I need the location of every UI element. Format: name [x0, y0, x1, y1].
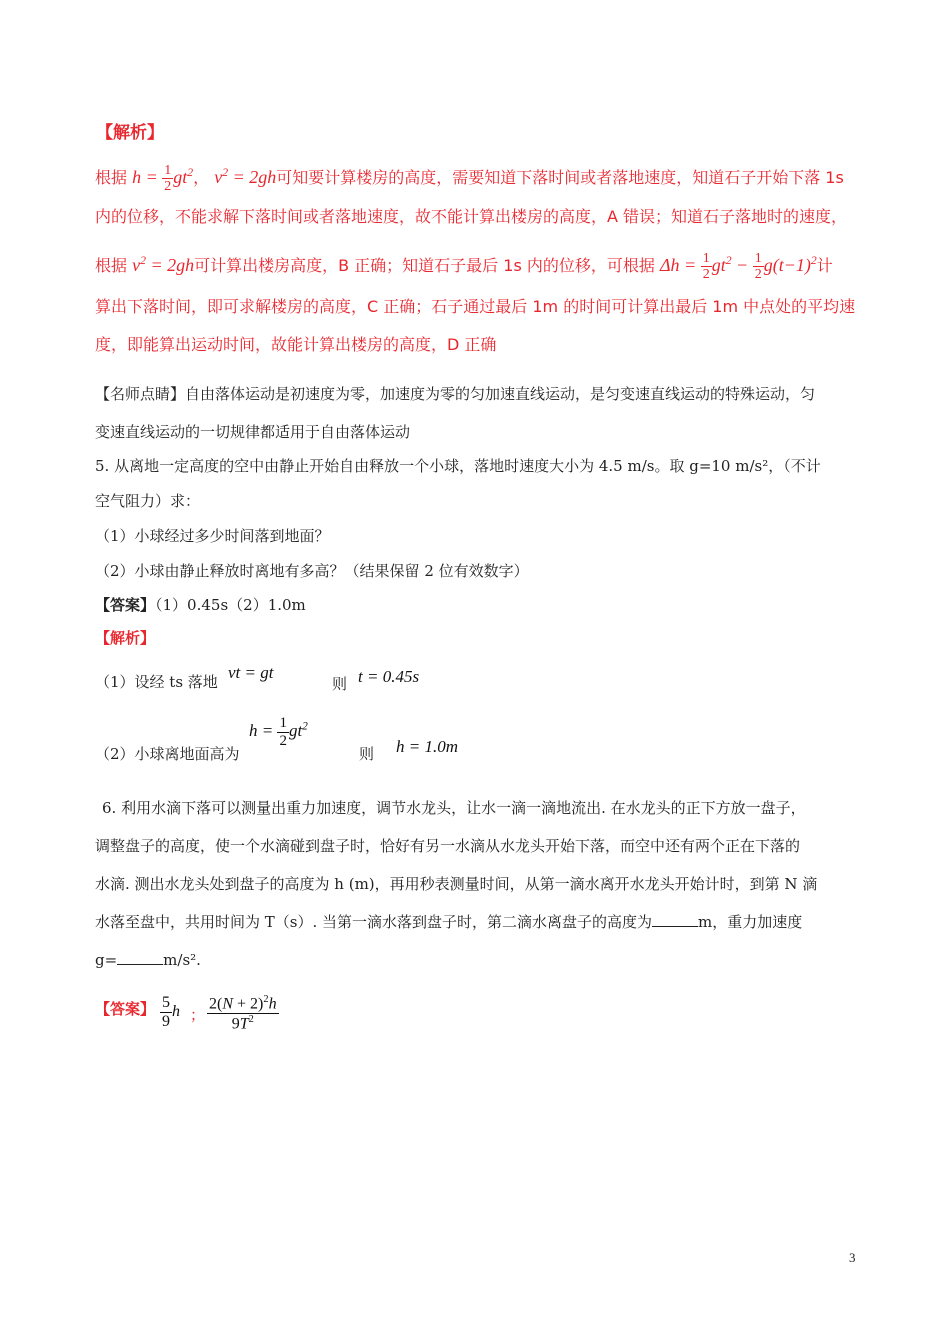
- q5-sub-1: （1）小球经过多少时间落到地面？: [95, 527, 330, 545]
- text-segment: 可计算出楼房高度，B 正确；知道石子最后 1s 内的位移，可根据: [194, 256, 655, 275]
- analysis-line-1: 根据 h = $\frac{1}{2}$ $gt^2$， $v^2 = 2gh$可知要计算楼房的高度，需要知道下落时间或者落地速度，知道石子开始下落 1s: [95, 162, 844, 195]
- q5-step2-result: h = 1.0m: [396, 737, 458, 756]
- q5-step1-text: （1）设经 ts 落地: [95, 673, 218, 691]
- formula-v2-2gh: $v^2 = 2gh$: [214, 166, 277, 187]
- analysis-line-4: 算出下落时间，即可求解楼房的高度，C 正确；石子通过最后 1m 的时间可计算出最后 1m 中点处的平均速: [95, 297, 856, 316]
- text-segment: 可知要计算楼房的高度，需要知道下落时间或者落地速度，知道石子开始下落 1s: [276, 168, 844, 187]
- q6-answer-label: 【答案】: [95, 1000, 156, 1018]
- teacher-note-line-2: 变速直线运动的一切规律都适用于自由落体运动: [95, 423, 411, 441]
- q6-line-2: 调整盘子的高度，使一个水滴碰到盘子时，恰好有另一水滴从水龙头开始下落，而空中还有两个正在下落的: [95, 837, 801, 855]
- q6-line-5: [95, 949, 201, 971]
- answer-blank: [652, 914, 698, 927]
- q6-line-3: 水滴. 测出水龙头处到盘子的高度为 h (m)，再用秒表测量时间，从第一滴水离开水龙头开始计时，到第 N 滴: [95, 875, 818, 893]
- q6-answer-1: $\frac{5}{9}$ h: [162, 994, 180, 1030]
- q5-step2-then: 则: [359, 745, 375, 763]
- text-segment: 根据: [95, 168, 128, 187]
- q6-line-1: 6. 利用水滴下落可以测量出重力加速度，调节水龙头，让水一滴一滴地流出. 在水龙头的正下方放一盘子，: [102, 799, 806, 817]
- text-segment: m/s².: [163, 951, 201, 969]
- formula-v2-2gh: $v^2 = 2gh$: [132, 254, 195, 275]
- page-number: 3: [849, 1250, 856, 1265]
- q5-step1-equation: vt = gt: [228, 663, 274, 682]
- text-segment: 计: [816, 256, 833, 275]
- teacher-note-line-1: 【名师点睛】自由落体运动是初速度为零，加速度为零的匀加速直线运动，是匀变速直线运动的特殊运动，匀: [95, 385, 816, 403]
- analysis-line-5: 度，即能算出运动时间，故能计算出楼房的高度，D 正确: [95, 335, 497, 354]
- q5-line-2: 空气阻力）求：: [95, 492, 201, 510]
- q5-sub-2: （2）小球由静止释放时离地有多高？（结果保留 2 位有效数字）: [95, 562, 529, 580]
- q6-answer-separator: ；: [190, 1006, 206, 1024]
- formula-delta-h: Δh = $\frac{1}{2}$ $gt^2$ − $\frac{1}{2}$ $g(t-1)^2$: [659, 250, 817, 283]
- analysis-label: 【解析】: [96, 123, 164, 143]
- text-segment: 水落至盘中，共用时间为 T（s）. 当第一滴水落到盘子时，第二滴水离盘子的高度为: [95, 913, 653, 931]
- text-segment: g=: [95, 951, 118, 969]
- q6-answer-2: $\frac{2(N + 2)^2h}{9T^2}$: [209, 994, 277, 1033]
- q5-analysis-label: 【解析】: [95, 629, 156, 647]
- q5-step2-text: （2）小球离地面高为: [95, 745, 240, 763]
- answer-label: 【答案】: [95, 596, 156, 614]
- q5-line-1: 5. 从离地一定高度的空中由静止开始自由释放一个小球，落地时速度大小为 4.5 m/s。取 g=10 m/s²，（不计: [95, 457, 821, 475]
- analysis-line-2: 内的位移，不能求解下落时间或者落地速度，故不能计算出楼房的高度，A 错误；知道石子落地时的速度，: [95, 207, 848, 226]
- text-segment: 根据: [95, 256, 128, 275]
- q5-step1-result: t = 0.45s: [358, 667, 420, 686]
- text-segment: m，重力加速度: [698, 913, 803, 931]
- q5-step1-then: 则: [332, 675, 348, 693]
- answer-blank: [117, 952, 163, 965]
- q5-answer: [95, 594, 306, 616]
- formula-h-half-gt2: h = $\frac{1}{2}$ $gt^2$: [132, 162, 194, 195]
- q5-step2-equation: h = $\frac{1}{2}$ $gt^2$: [249, 715, 308, 749]
- analysis-line-3: [95, 248, 833, 283]
- q6-line-4: [95, 911, 802, 933]
- answer-text: （1）0.45s（2）1.0m: [155, 596, 306, 614]
